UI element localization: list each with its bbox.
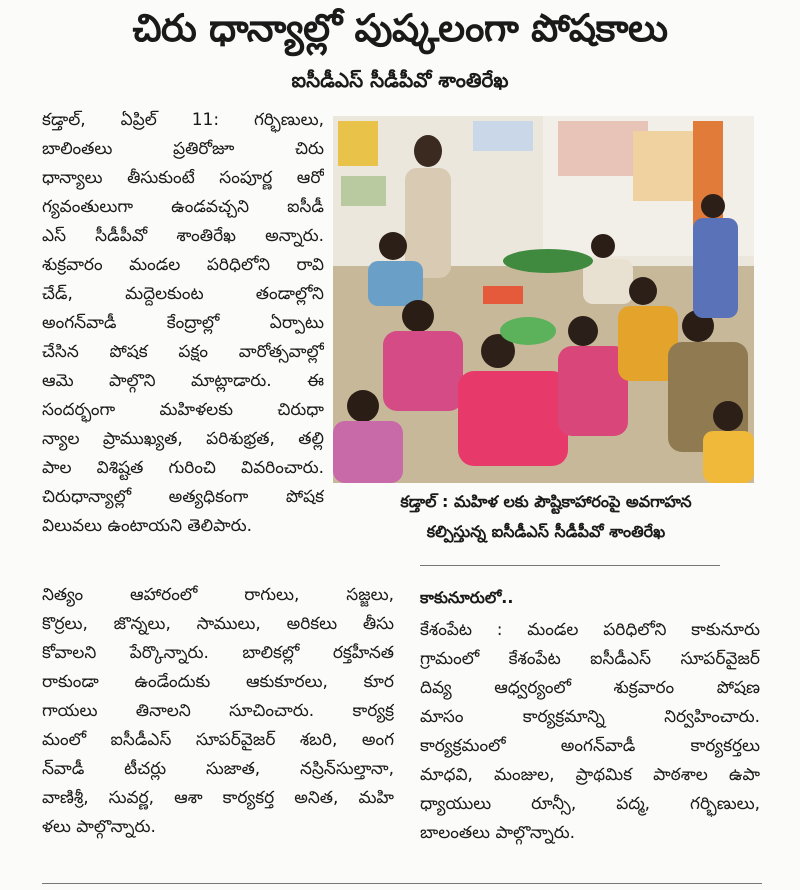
article-column-left-bottom [42,581,394,842]
article-photo [333,116,754,483]
text-line: ళలు పాల్గొన్నారు. [42,817,156,837]
text-line: ధ్యాయులు రూన్సీ, పద్మ, గర్భిణులు, [420,794,760,814]
text-line: మంలో ఐసీడీఎస్ సూపర్‌వైజర్ శబరి, అంగ [42,730,394,750]
text-line: కడ్తాల్, ఏప్రిల్ 11: గర్భిణులు, [42,110,324,130]
text-line: మాధవి, మంజుల, ప్రాథమిక పాఠశాల ఉపా [420,765,760,785]
text-line: ధాన్యాలు తీసుకుంటే సంపూర్ణ ఆరో [42,168,324,188]
text-line: శుక్రవారం మండల పరిధిలోని రావి [42,255,324,275]
text-line: గ్యవంతులుగా ఉండవచ్చని ఐసీడీ [42,197,324,217]
section-divider [420,565,720,566]
caption-line: కడ్తాల్ : మహిళ లకు పౌష్టికాహారంపై అవగాహన [400,492,692,511]
article-column-right [420,584,760,848]
text-line: రాకుండా ఉండేందుకు ఆకుకూరలు, కూర [42,672,394,692]
text-line: కార్యక్రమంలో అంగన్‌వాడీ కార్యకర్తలు [420,736,760,756]
text-line: చేసిన పోషక పక్షం వారోత్సవాల్లో [42,342,324,362]
text-line: కొర్రలు, జొన్నలు, సాములు, అరికలు తీసు [42,614,394,634]
text-line: ఆమె పాల్గొని మాట్లాడారు. ఈ [42,371,324,391]
photo-caption [336,487,756,547]
text-line: కేశంపేట : మండల పరిధిలోని కాకునూరు [420,620,760,640]
text-line: విలువలు ఉంటాయని తెలిపారు. [42,516,252,536]
text-line: సందర్భంగా మహిళలకు చిరుధా [42,400,324,420]
text-line: బాలంతలు పాల్గొన్నారు. [420,823,576,843]
caption-line: కల్పిస్తున్న ఐసీడీఎస్ సీడీపీవో శాంతిరేఖ [426,522,666,541]
text-line: పాల విశిష్టత గురించి వివరించారు. [42,458,324,478]
text-line: న్యాల ప్రాముఖ్యత, పరిశుభ్రత, తల్లి [42,429,324,449]
text-line: వాణిశ్రీ, సువర్ణ, ఆశా కార్యకర్త అనిత, మహి [42,788,394,808]
text-line: గ్రామంలో కేశంపేట ఐసీడీఎస్ సూపర్‌వైజర్ [420,649,760,669]
bottom-rule [42,883,762,884]
text-line: కోవాలని పేర్కొన్నారు. బాలికల్లో రక్తహీనత [42,643,394,663]
byline: ఐసీడీఎస్ సీడీపీవో శాంతిరేఖ [291,68,509,92]
text-line: దివ్య ఆధ్వర్యంలో శుక్రవారం పోషణ [420,678,760,698]
text-line: బాలింతలు ప్రతిరోజూ చిరు [42,139,324,159]
text-line: ఎస్ సీడీపీవో శాంతిరేఖ అన్నారు. [42,226,324,246]
text-line: మాసం కార్యక్రమాన్ని నిర్వహించారు. [420,707,760,727]
section-subhead: కాకునూరులో.. [420,588,514,607]
article-column-left-top [42,106,324,541]
text-line: చేడ్, మద్దెలకుంట తండాల్లోని [42,284,324,304]
text-line: న్‌వాడీ టీచర్లు సుజాత, నస్రిన్‌సుల్తానా, [42,759,394,779]
headline: చిరు ధాన్యాల్లో పుష్కలంగా పోషకాలు [132,6,668,50]
text-line: గాయలు తినాలని సూచించారు. కార్యక్ర [42,701,394,721]
text-line: అంగన్‌వాడీ కేంద్రాల్లో ఏర్పాటు [42,313,324,333]
text-line: చిరుధాన్యాల్లో అత్యధికంగా పోషక [42,487,324,507]
text-line: నిత్యం ఆహారంలో రాగులు, సజ్జలు, [42,585,394,605]
